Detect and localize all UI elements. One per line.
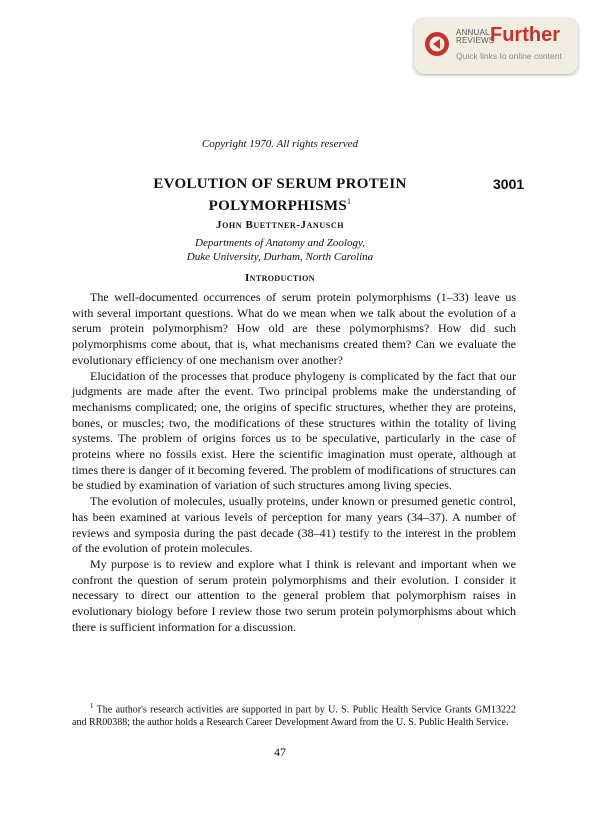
annual-reviews-logo-icon — [424, 31, 450, 57]
paragraph: My purpose is to review and explore what I think is relevant and important when we confront the question of serum protein polymorphisms and their evolution. I consider it necessary to direct our attention to the general problem that polymorphism raises in evolutionary biology before I review those two serum protein polymorphisms about which there is sufficient information for a discussion. — [72, 556, 516, 634]
badge-further-text: Further — [490, 24, 560, 46]
badge-reviews-text: REVIEWS — [456, 36, 495, 45]
copyright-line: Copyright 1970. All rights reserved — [201, 138, 359, 150]
article-body — [72, 290, 516, 635]
section-heading: Introduction — [245, 272, 315, 284]
footnote-mark: 1 — [90, 702, 94, 710]
page-code: 3001 — [493, 176, 525, 192]
title-footnote-mark: 1 — [347, 197, 352, 206]
footnote — [72, 700, 516, 729]
footnote-text: The author's research activities are supported in part by U. S. Public Health Service Grants GM13222 and RR00388; the author holds a Research Career Development Award from the U. S. Public Health Service. — [72, 704, 516, 729]
article-title — [110, 175, 450, 215]
badge-subtitle: Quick links to online content — [456, 51, 562, 61]
paragraph: The well-documented occurrences of serum protein polymorphisms (1–33) leave us with several important questions. What do we mean when we talk about the evolution of a serum protein polymorphism? How old are these polymorphisms? How did such polymorphisms come about, that is, what mechanisms created them? Can we evaluate the evolutionary efficiency of one mechanism over another? — [72, 290, 516, 367]
affiliation-line-2: Duke University, Durham, North Carolina — [186, 251, 374, 263]
badge-annual-text: ANNUAL — [456, 28, 490, 37]
page-number: 47 — [274, 745, 286, 759]
further-badge[interactable] — [414, 18, 578, 74]
affiliation-line-1: Departments of Anatomy and Zoology, — [195, 237, 365, 249]
paragraph: Elucidation of the processes that produce phylogeny is complicated by the fact that our judgments are made after the event. Two principal problems make the understanding of mechanisms complicated; one, the origins of specific structures, whether they are proteins, bones, or muscles; two, the modifications of these structures within the totality of living systems. The problem of origins forces us to be speculative, particularly in the case of proteins where no fossils exist. Here the scientific imagination must operate, although at times there is danger of it becoming fevered. The problem of modifications of structures can be studied by examination of variation of such structures among living species. — [72, 368, 516, 493]
author-name: John Buettner-Janusch — [215, 219, 345, 231]
article-title-text: EVOLUTION OF SERUM PROTEIN POLYMORPHISMS — [153, 176, 407, 214]
paragraph: The evolution of molecules, usually proteins, under known or presumed genetic control, has been examined at various levels of perception for many years (34–37). A number of reviews and symposia during the past decade (38–41) testify to the interest in the problem of the evolution of protein molecules. — [72, 494, 516, 556]
